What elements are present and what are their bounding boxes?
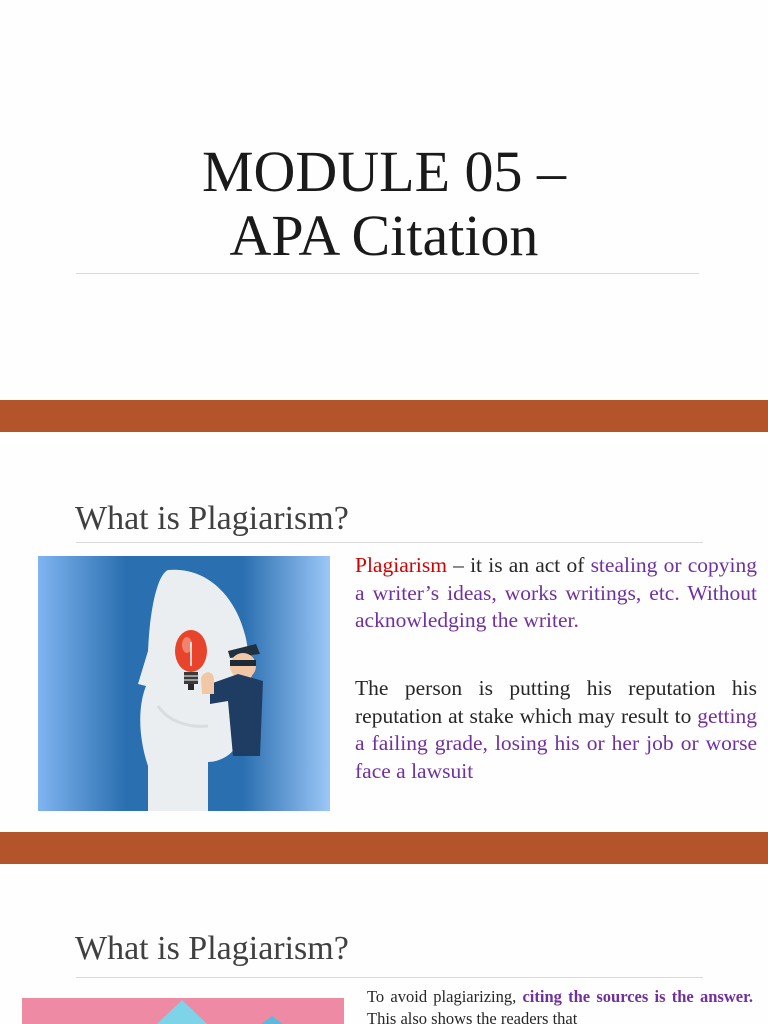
- heading-underline: [76, 977, 703, 978]
- divider-bar: [0, 832, 768, 864]
- title-slide: [0, 0, 768, 400]
- avoid-plagiarism-text: [367, 986, 753, 1024]
- slide-heading: What is Plagiarism?: [75, 500, 349, 537]
- consequence-text: The person is putting his reputation his reputation at stake which may result to: [355, 676, 757, 728]
- plagiarism-illustration: [38, 556, 330, 811]
- slide-heading: What is Plagiarism?: [75, 930, 349, 967]
- slide-divider: [0, 830, 768, 874]
- title-underline: [76, 273, 699, 274]
- slide-title: [0, 140, 768, 268]
- plagiarism-term: Plagiarism: [355, 553, 447, 577]
- plagiarism-definition: [355, 552, 757, 635]
- avoid-plagiarism-slide: [0, 874, 768, 1024]
- heading-underline: [76, 542, 703, 543]
- plagiarism-slide: [0, 444, 768, 830]
- avoid-text-cont: This also shows the readers that: [367, 1009, 578, 1024]
- slide-title-line-1: MODULE 05 –: [201, 139, 567, 204]
- slide-divider: [0, 400, 768, 444]
- definition-highlight: stealing or copying a writer’s ideas, works writings, etc. Without acknowledging the writer.: [355, 553, 757, 632]
- divider-bar: [0, 400, 768, 432]
- avoid-highlight: citing the sources is the answer.: [522, 987, 754, 1006]
- consequence-highlight: getting a failing grade, losing his or her job or worse face a lawsuit: [355, 703, 757, 783]
- slide-title-line-2: APA Citation: [229, 203, 539, 268]
- plagiarism-consequence: [355, 675, 757, 785]
- definition-text: – it is an act of: [446, 553, 591, 577]
- decorative-illustration: [22, 998, 344, 1024]
- avoid-text: To avoid plagiarizing,: [367, 987, 523, 1006]
